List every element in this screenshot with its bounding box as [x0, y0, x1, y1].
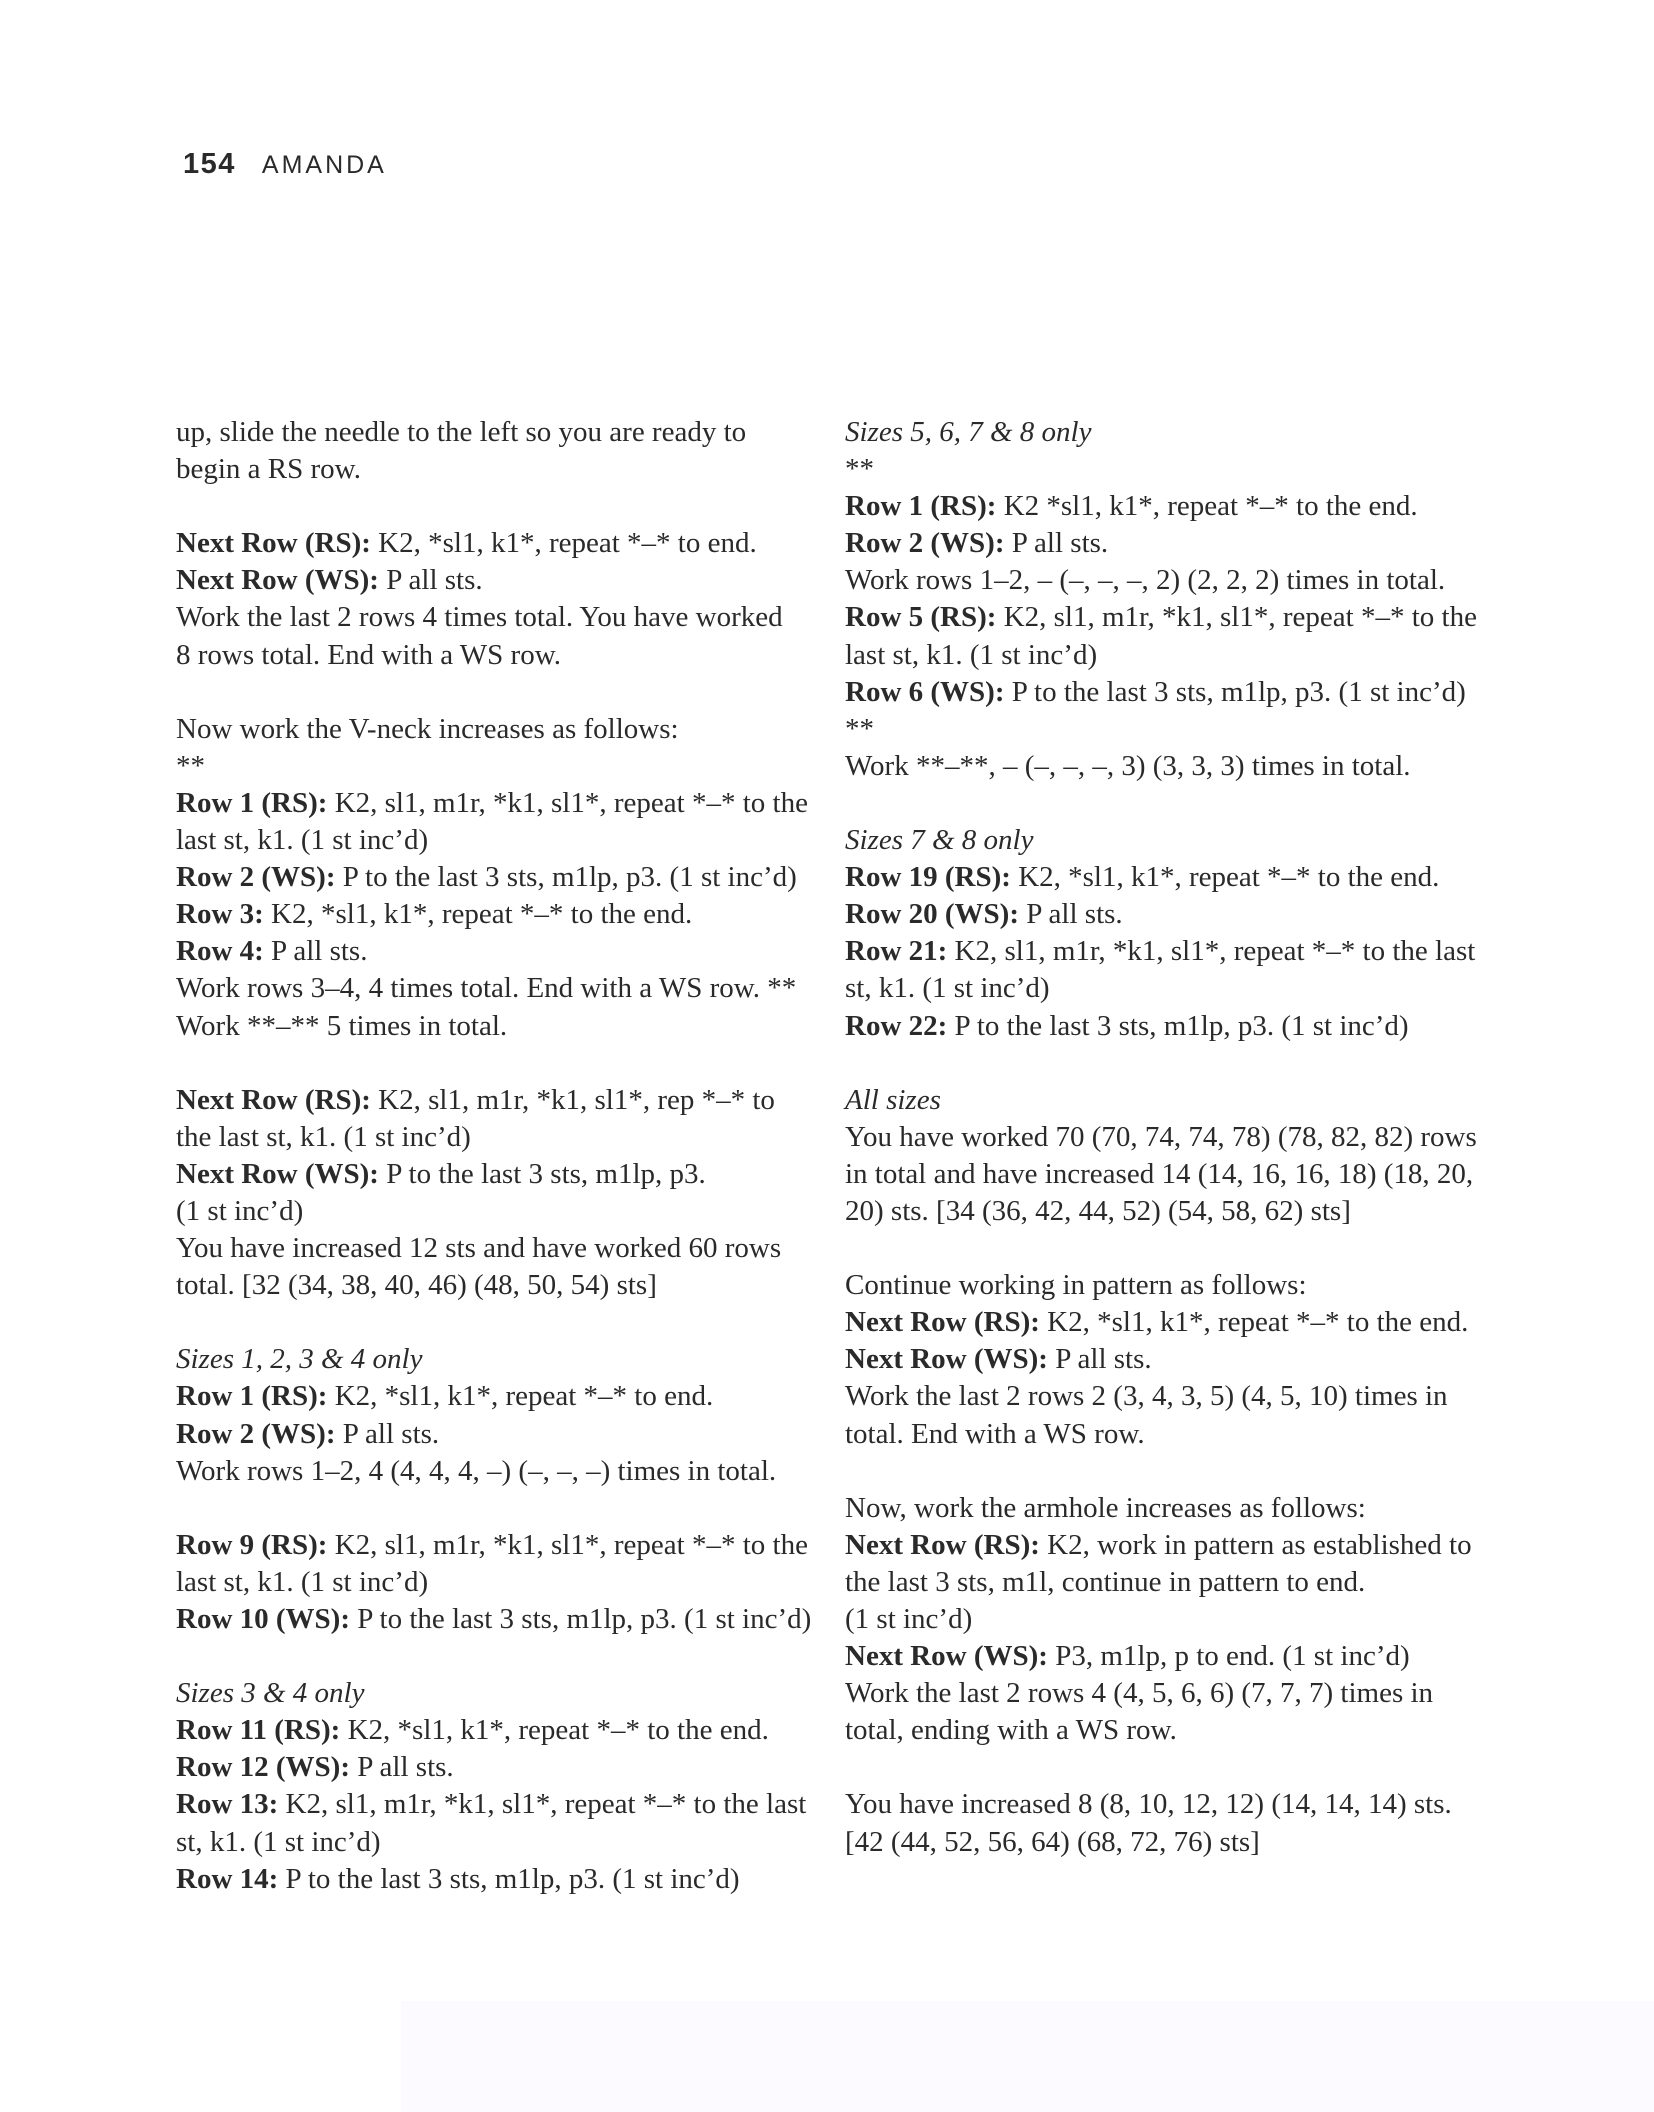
row-text: P all sts. [1019, 898, 1123, 931]
text-line: You have increased 12 sts and have worked 60 rows [176, 1232, 782, 1265]
instruction-line [176, 1601, 816, 1638]
row-label: Row 19 (RS): [845, 861, 1011, 894]
instruction-line [845, 933, 1485, 970]
row-text: K2, *sl1, k1*, repeat *–* to end. [370, 527, 757, 560]
instruction-line [176, 933, 816, 970]
instruction-line [176, 1749, 816, 1786]
row-text: P all sts. [350, 1751, 454, 1784]
row-text: K2, sl1, m1r, *k1, sl1*, repeat *–* to the [327, 1528, 808, 1561]
instruction-line [845, 859, 1485, 896]
row-label: Next Row (WS): [845, 1343, 1048, 1376]
size-heading: Sizes 5, 6, 7 & 8 only [845, 416, 1092, 448]
row-text: P to the last 3 sts, m1lp, p3. (1 st inc’d) [947, 1009, 1409, 1042]
right-column [845, 414, 1485, 1861]
instruction-line [845, 1304, 1485, 1341]
row-text: P to the last 3 sts, m1lp, p3. (1 st inc’d) [1004, 675, 1466, 708]
text-line: total. End with a WS row. [845, 1417, 1145, 1450]
row-label: Next Row (WS): [176, 564, 379, 597]
text-line: total. [32 (34, 38, 40, 46) (48, 50, 54) sts] [176, 1269, 657, 1302]
instruction-line [845, 525, 1485, 562]
row-label: Row 6 (WS): [845, 675, 1005, 708]
row-label: Next Row (WS): [845, 1640, 1048, 1673]
row-label: Row 1 (RS): [176, 1380, 328, 1413]
repeat-marker: ** [845, 712, 874, 745]
text-line: [42 (44, 52, 56, 64) (68, 72, 76) sts] [845, 1825, 1260, 1858]
row-label: Row 13: [176, 1788, 279, 1821]
instruction-line [845, 1638, 1485, 1675]
repeat-marker: ** [845, 453, 874, 486]
row-text: K2, *sl1, k1*, repeat *–* to end. [327, 1380, 714, 1413]
instruction-line [176, 1082, 816, 1119]
instruction-line [176, 1378, 816, 1415]
text-line: last st, k1. (1 st inc’d) [845, 638, 1098, 671]
text-line: 20) sts. [34 (36, 42, 44, 52) (54, 58, 62) sts] [845, 1194, 1351, 1227]
text-line: last st, k1. (1 st inc’d) [176, 824, 429, 857]
size-heading: All sizes [845, 1083, 941, 1116]
repeat-marker: ** [176, 749, 205, 782]
text-line: total, ending with a WS row. [845, 1714, 1177, 1747]
row-text: P all sts. [335, 1417, 440, 1450]
instruction-line [176, 1527, 816, 1564]
text-line: Now, work the armhole increases as follows: [845, 1491, 1366, 1524]
row-text: P all sts. [1047, 1343, 1152, 1376]
row-text: P3, m1lp, p to end. (1 st inc’d) [1047, 1640, 1410, 1673]
row-text: K2, *sl1, k1*, repeat *–* to the end. [1010, 861, 1440, 894]
row-text: P to the last 3 sts, m1lp, p3. [378, 1157, 706, 1190]
running-header [183, 148, 387, 181]
row-label: Row 20 (WS): [845, 898, 1019, 931]
row-label: Row 1 (RS): [845, 490, 997, 523]
text-line: Work **–**, – (–, –, –, 3) (3, 3, 3) times in total. [845, 749, 1411, 782]
instruction-line [176, 525, 816, 562]
row-text: K2, sl1, m1r, *k1, sl1*, repeat *–* to the last [278, 1788, 807, 1821]
row-label: Next Row (RS): [845, 1528, 1040, 1561]
row-label: Row 3: [176, 898, 264, 931]
text-line: Work the last 2 rows 4 (4, 5, 6, 6) (7, 7, 7) times in [845, 1677, 1434, 1710]
instruction-line [176, 1416, 816, 1453]
row-text: K2, sl1, m1r, *k1, sl1*, repeat *–* to the [996, 601, 1477, 634]
row-label: Row 4: [176, 935, 264, 968]
text-line: Work rows 3–4, 4 times total. End with a WS row. ** [176, 972, 797, 1005]
row-label: Row 5 (RS): [845, 601, 997, 634]
instruction-line [845, 896, 1485, 933]
instruction-line [845, 488, 1485, 525]
row-label: Row 10 (WS): [176, 1603, 350, 1635]
row-label: Next Row (RS): [176, 527, 371, 560]
instruction-line [176, 1861, 816, 1898]
text-line: Work **–** 5 times in total. [176, 1009, 508, 1042]
text-line: Work the last 2 rows 2 (3, 4, 3, 5) (4, 5, 10) times in [845, 1380, 1448, 1413]
text-line: Continue working in pattern as follows: [845, 1269, 1307, 1302]
instruction-line [176, 1712, 816, 1749]
text-line: 8 rows total. End with a WS row. [176, 638, 562, 671]
row-text: P all sts. [1004, 527, 1109, 560]
text-line: Now work the V-neck increases as follows: [176, 712, 679, 745]
size-heading: Sizes 7 & 8 only [845, 824, 1034, 857]
text-line: the last st, k1. (1 st inc’d) [176, 1120, 471, 1153]
text-line: last st, k1. (1 st inc’d) [176, 1565, 429, 1598]
row-label: Row 2 (WS): [845, 527, 1005, 560]
text-line: You have worked 70 (70, 74, 74, 78) (78, 82, 82) rows [845, 1120, 1477, 1153]
row-label: Row 21: [845, 935, 948, 968]
instruction-line [845, 674, 1485, 711]
row-label: Next Row (RS): [845, 1306, 1040, 1339]
instruction-line [845, 599, 1485, 636]
text-line: begin a RS row. [176, 453, 361, 486]
text-line: Work rows 1–2, – (–, –, –, 2) (2, 2, 2) times in total. [845, 564, 1446, 597]
instruction-line [176, 562, 816, 599]
row-label: Row 12 (WS): [176, 1751, 350, 1784]
instruction-line [845, 1008, 1485, 1045]
instruction-line [845, 1527, 1485, 1564]
row-text: K2, *sl1, k1*, repeat *–* to the end. [1039, 1306, 1469, 1339]
size-heading: Sizes 3 & 4 only [176, 1677, 365, 1710]
row-text: K2, sl1, m1r, *k1, sl1*, rep *–* to [370, 1083, 775, 1116]
row-text: K2, sl1, m1r, *k1, sl1*, repeat *–* to the last [947, 935, 1476, 968]
left-column [176, 414, 816, 1898]
instruction-line [845, 1341, 1485, 1378]
row-label: Row 11 (RS): [176, 1714, 341, 1747]
row-label: Row 2 (WS): [176, 1417, 336, 1450]
text-line: in total and have increased 14 (14, 16, 16, 18) (18, 20, [845, 1157, 1474, 1190]
row-label: Row 2 (WS): [176, 861, 336, 894]
row-text: P to the last 3 sts, m1lp, p3. (1 st inc’d) [335, 861, 797, 894]
row-text: P all sts. [263, 935, 368, 968]
row-text: K2, *sl1, k1*, repeat *–* to the end. [340, 1714, 769, 1747]
row-text: K2, *sl1, k1*, repeat *–* to the end. [263, 898, 693, 931]
row-label: Row 14: [176, 1862, 279, 1895]
instruction-line [176, 896, 816, 933]
row-label: Row 1 (RS): [176, 786, 328, 819]
text-line: You have increased 8 (8, 10, 12, 12) (14, 14, 14) sts. [845, 1788, 1452, 1821]
row-label: Next Row (WS): [176, 1157, 379, 1190]
text-line: (1 st inc’d) [176, 1194, 304, 1227]
row-text: P to the last 3 sts, m1lp, p3. (1 st inc’d) [350, 1603, 812, 1635]
row-label: Row 9 (RS): [176, 1528, 328, 1561]
row-text: P to the last 3 sts, m1lp, p3. (1 st inc’d) [278, 1862, 740, 1895]
row-text: K2, sl1, m1r, *k1, sl1*, repeat *–* to the [327, 786, 808, 819]
section-title: AMANDA [261, 151, 387, 179]
size-heading: Sizes 1, 2, 3 & 4 only [176, 1343, 423, 1376]
row-label: Next Row (RS): [176, 1083, 371, 1116]
text-line: Work the last 2 rows 4 times total. You have worked [176, 601, 783, 634]
text-line: (1 st inc’d) [845, 1603, 973, 1635]
text-line: the last 3 sts, m1l, continue in pattern to end. [845, 1565, 1366, 1598]
instruction-line [176, 859, 816, 896]
text-line: st, k1. (1 st inc’d) [176, 1825, 381, 1858]
instruction-line [176, 1156, 816, 1193]
text-line: Work rows 1–2, 4 (4, 4, 4, –) (–, –, –) times in total. [176, 1454, 777, 1487]
row-text: K2, work in pattern as established to [1039, 1528, 1472, 1561]
instruction-line [176, 785, 816, 822]
row-text: K2 *sl1, k1*, repeat *–* to the end. [996, 490, 1418, 523]
page-number: 154 [183, 148, 236, 180]
scan-tint-area [401, 2001, 1654, 2112]
instruction-line [176, 1786, 816, 1823]
text-line: st, k1. (1 st inc’d) [845, 972, 1050, 1005]
row-label: Row 22: [845, 1009, 948, 1042]
row-text: P all sts. [378, 564, 483, 597]
text-line: up, slide the needle to the left so you are ready to [176, 416, 747, 448]
